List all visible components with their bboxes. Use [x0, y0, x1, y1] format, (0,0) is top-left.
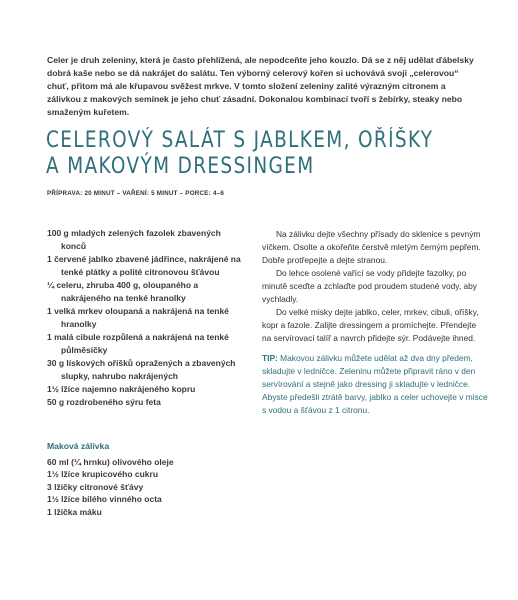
method-step: Do velké misky dejte jablko, celer, mrkev, cibuli, oříšky, kopr a fazole. Zalijte dressingem a promíchejte. Přendejte na servírovací talíř a navrch přidejte sýr. Podávejte ihned.	[262, 307, 479, 343]
ingredient-item: 1 velká mrkev oloupaná a nakrájená na tenké hranolky	[47, 306, 229, 329]
recipe-title	[46, 128, 434, 180]
recipe-title-line-1: CELEROVÝ SALÁT S JABLKEM, OŘÍŠKY	[46, 128, 434, 153]
dressing-item: 60 ml (¼ hrnku) olivového oleje	[47, 457, 174, 467]
tip-text: Makovou zálivku můžete udělat až dva dny předem, skladujte v ledničce. Zeleninu můžete připravit ráno v den servírování a stejně jako dressing ji skladujte v ledničce. Abyste předešli ztrátě barvy, jablko a celer uchovejte v misce s vodou a šťávou z 1 citronu.	[262, 353, 488, 415]
dressing-item: 1½ lžíce bílého vinného octa	[47, 494, 162, 505]
ingredient-item: 1 malá cibule rozpůlená a nakrájená na tenké půlměsíčky	[47, 332, 229, 355]
dressing-item: 1 lžička máku	[47, 506, 102, 517]
recipe-meta: PŘÍPRAVA: 20 MINUT – VAŘENÍ: 5 MINUT – PORCE: 4–6	[47, 190, 225, 197]
tip-paragraph	[262, 352, 488, 417]
method-section	[262, 228, 486, 345]
dressing-list	[47, 456, 242, 518]
ingredient-item: ¼ celeru, zhruba 400 g, oloupaného a nakrájeného na tenké hranolky	[47, 280, 199, 303]
dressing-item: 1½ lžíce krupicového cukru	[47, 469, 159, 480]
recipe-title-line-2: A MAKOVÝM DRESSINGEM	[46, 154, 315, 179]
tip-label: TIP:	[262, 353, 278, 363]
intro-paragraph: Celer je druh zeleniny, která je často přehlížená, ale nepodceňte jeho kouzlo. Dá se z něj udělat ďábelsky dobrá kaše nebo se dá nakrájet do salátu. Ten výborný celerový kořen si uchovává svoji „celerovou“ chuť, přitom má ale křupavou svěžest mrkve. V tomto složení zeleniny zalité výrazným citronem a zálivkou z makových semínek je jeho chuť zásadní. Dokonalou kombinací tvoří s žebírky, steaky nebo smaženým kuřetem.	[47, 55, 474, 118]
dressing-heading: Maková zálivka	[47, 441, 110, 451]
dressing-item: 3 lžičky citronové šťávy	[47, 481, 144, 492]
ingredient-item: 50 g rozdrobeného sýru feta	[47, 397, 161, 407]
method-step: Na zálivku dejte všechny přísady do sklenice s pevným víčkem. Osolte a okořeňte čerstvě mletým černým pepřem. Dobře protřepejte a dejte stranou.	[262, 229, 481, 265]
method-step: Do lehce osolené vařící se vody přidejte fazolky, po minutě sceďte a zchlaďte pod proudem studené vody, aby vychladly.	[262, 268, 477, 304]
ingredient-item: 1 červené jablko zbavené jádřince, nakrájené na tenké plátky a polité citronovou šťávou	[47, 254, 241, 277]
ingredient-item: 30 g lískových oříšků opražených a zbavených slupky, nahrubo nakrájených	[47, 358, 236, 381]
ingredient-item: 1½ lžíce najemno nakrájeného kopru	[47, 384, 196, 394]
ingredient-item: 100 g mladých zelených fazolek zbavených konců	[47, 228, 221, 251]
ingredient-list	[47, 227, 242, 409]
